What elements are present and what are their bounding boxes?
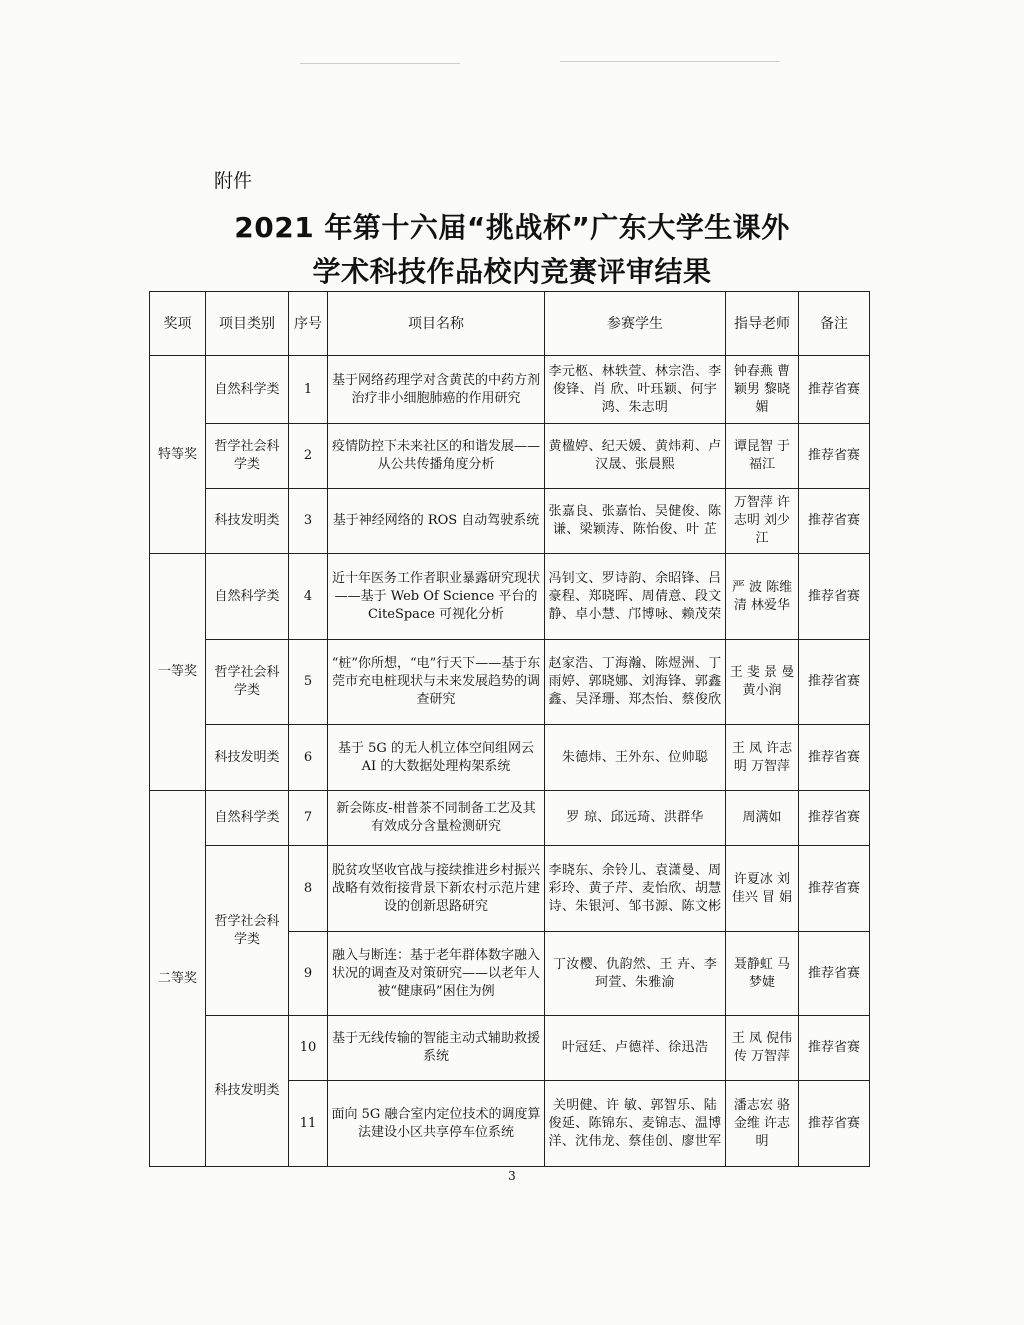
- table-row: [150, 356, 870, 424]
- remark-cell: 推荐省赛: [799, 489, 870, 554]
- award-cell: 二等奖: [150, 791, 206, 1167]
- project-name-cell: 脱贫攻坚收官战与接续推进乡村振兴战略有效衔接背景下新农村示范片建设的创新思路研究: [328, 846, 545, 932]
- remark-cell: 推荐省赛: [799, 640, 870, 725]
- table-row: [150, 1016, 870, 1081]
- remark-cell: 推荐省赛: [799, 356, 870, 424]
- students-cell: 黄楹婷、纪天媛、黄炜莉、卢汉晟、张晨熙: [545, 424, 726, 489]
- remark-cell: 推荐省赛: [799, 725, 870, 791]
- header-category: 项目类别: [206, 292, 289, 356]
- project-name-cell: 面向 5G 融合室内定位技术的调度算法建设小区共享停车位系统: [328, 1081, 545, 1167]
- award-cell: 一等奖: [150, 554, 206, 791]
- advisors-cell: 钟春燕 曹颖男 黎晓媚: [726, 356, 799, 424]
- advisors-cell: 王 凤 倪伟传 万智萍: [726, 1016, 799, 1081]
- project-name-cell: 基于 5G 的无人机立体空间组网云 AI 的大数据处理构架系统: [328, 725, 545, 791]
- remark-cell: 推荐省赛: [799, 424, 870, 489]
- number-cell: 11: [289, 1081, 328, 1167]
- advisors-cell: 潘志宏 骆金维 许志明: [726, 1081, 799, 1167]
- students-cell: 叶冠廷、卢德祥、徐迅浩: [545, 1016, 726, 1081]
- table-row: [150, 424, 870, 489]
- document-title-line-1: 2021 年第十六届“挑战杯”广东大学生课外: [234, 211, 790, 244]
- number-cell: 2: [289, 424, 328, 489]
- students-cell: 冯钊文、罗诗韵、余昭锋、吕豪程、郑晓晖、周倩意、段文静、卓小慧、邝博咏、赖茂荣: [545, 554, 726, 640]
- students-cell: 罗 琼、邱远琦、洪群华: [545, 791, 726, 846]
- attachment-label: 附件: [214, 170, 253, 192]
- remark-cell: 推荐省赛: [799, 791, 870, 846]
- number-cell: 6: [289, 725, 328, 791]
- advisors-cell: 谭昆智 于福江: [726, 424, 799, 489]
- results-table: [149, 291, 870, 1167]
- remark-cell: 推荐省赛: [799, 554, 870, 640]
- project-name-cell: 近十年医务工作者职业暴露研究现状——基于 Web Of Science 平台的 CiteSpace 可视化分析: [328, 554, 545, 640]
- header-award: 奖项: [150, 292, 206, 356]
- number-cell: 10: [289, 1016, 328, 1081]
- number-cell: 8: [289, 846, 328, 932]
- students-cell: 赵家浩、丁海瀚、陈煜洲、丁雨婷、郭晓娜、刘海锋、郭鑫鑫、吴泽珊、郑杰怡、蔡俊欣: [545, 640, 726, 725]
- table-row: [150, 489, 870, 554]
- header-project-name: 项目名称: [328, 292, 545, 356]
- category-cell: 自然科学类: [206, 791, 289, 846]
- page-number: 3: [508, 1169, 516, 1183]
- project-name-cell: 融入与断连：基于老年群体数字融入状况的调查及对策研究——以老年人被“健康码”困住为例: [328, 932, 545, 1016]
- category-cell: 科技发明类: [206, 1016, 289, 1167]
- number-cell: 4: [289, 554, 328, 640]
- project-name-cell: 疫情防控下未来社区的和谐发展——从公共传播角度分析: [328, 424, 545, 489]
- advisors-cell: 聂静虹 马梦婕: [726, 932, 799, 1016]
- header-advisors: 指导老师: [726, 292, 799, 356]
- category-cell: 科技发明类: [206, 489, 289, 554]
- header-students: 参赛学生: [545, 292, 726, 356]
- table-row: [150, 846, 870, 932]
- advisors-cell: 王 凤 许志明 万智萍: [726, 725, 799, 791]
- students-cell: 朱德炜、王外东、位帅聪: [545, 725, 726, 791]
- remark-cell: 推荐省赛: [799, 1016, 870, 1081]
- number-cell: 5: [289, 640, 328, 725]
- students-cell: 关明健、许 敏、郭智乐、陆俊延、陈锦东、麦锦志、温博洋、沈伟龙、蔡佳创、廖世军: [545, 1081, 726, 1167]
- award-cell: 特等奖: [150, 356, 206, 554]
- students-cell: 李晓东、余铃儿、袁潇曼、周彩玲、黄子芹、麦怡欣、胡慧诗、朱银河、邹书源、陈文彬: [545, 846, 726, 932]
- category-cell: 自然科学类: [206, 554, 289, 640]
- number-cell: 1: [289, 356, 328, 424]
- remark-cell: 推荐省赛: [799, 846, 870, 932]
- advisors-cell: 万智萍 许志明 刘少江: [726, 489, 799, 554]
- number-cell: 7: [289, 791, 328, 846]
- category-cell: 哲学社会科学类: [206, 846, 289, 1016]
- project-name-cell: 新会陈皮-柑普茶不同制备工艺及其有效成分含量检测研究: [328, 791, 545, 846]
- table-row: [150, 791, 870, 846]
- remark-cell: 推荐省赛: [799, 1081, 870, 1167]
- table-header-row: [150, 292, 870, 356]
- category-cell: 哲学社会科学类: [206, 640, 289, 725]
- category-cell: 哲学社会科学类: [206, 424, 289, 489]
- scan-artifact: [560, 61, 780, 62]
- advisors-cell: 王 斐 景 曼 黄小润: [726, 640, 799, 725]
- project-name-cell: 基于神经网络的 ROS 自动驾驶系统: [328, 489, 545, 554]
- advisors-cell: 严 波 陈维清 林爱华: [726, 554, 799, 640]
- students-cell: 丁汝樱、仇韵然、王 卉、李珂萱、朱雅渝: [545, 932, 726, 1016]
- number-cell: 9: [289, 932, 328, 1016]
- header-number: 序号: [289, 292, 328, 356]
- table-row: [150, 554, 870, 640]
- table-row: [150, 725, 870, 791]
- project-name-cell: “桩”你所想，“电”行天下——基于东莞市充电桩现状与未来发展趋势的调查研究: [328, 640, 545, 725]
- students-cell: 张嘉良、张嘉怡、吴健俊、陈 谦、梁颖涛、陈怡俊、叶 芷: [545, 489, 726, 554]
- project-name-cell: 基于无线传输的智能主动式辅助救援系统: [328, 1016, 545, 1081]
- document-title-line-2: 学术科技作品校内竞赛评审结果: [312, 255, 712, 288]
- students-cell: 李元柩、林轶萱、林宗浩、李俊锋、肖 欣、叶珏颖、何宇鸿、朱志明: [545, 356, 726, 424]
- project-name-cell: 基于网络药理学对含黄芪的中药方剂治疗非小细胞肺癌的作用研究: [328, 356, 545, 424]
- advisors-cell: 周满如: [726, 791, 799, 846]
- advisors-cell: 许夏冰 刘佳兴 冒 娟: [726, 846, 799, 932]
- header-remark: 备注: [799, 292, 870, 356]
- remark-cell: 推荐省赛: [799, 932, 870, 1016]
- scan-artifact: [300, 63, 460, 64]
- number-cell: 3: [289, 489, 328, 554]
- category-cell: 自然科学类: [206, 356, 289, 424]
- category-cell: 科技发明类: [206, 725, 289, 791]
- table-row: [150, 640, 870, 725]
